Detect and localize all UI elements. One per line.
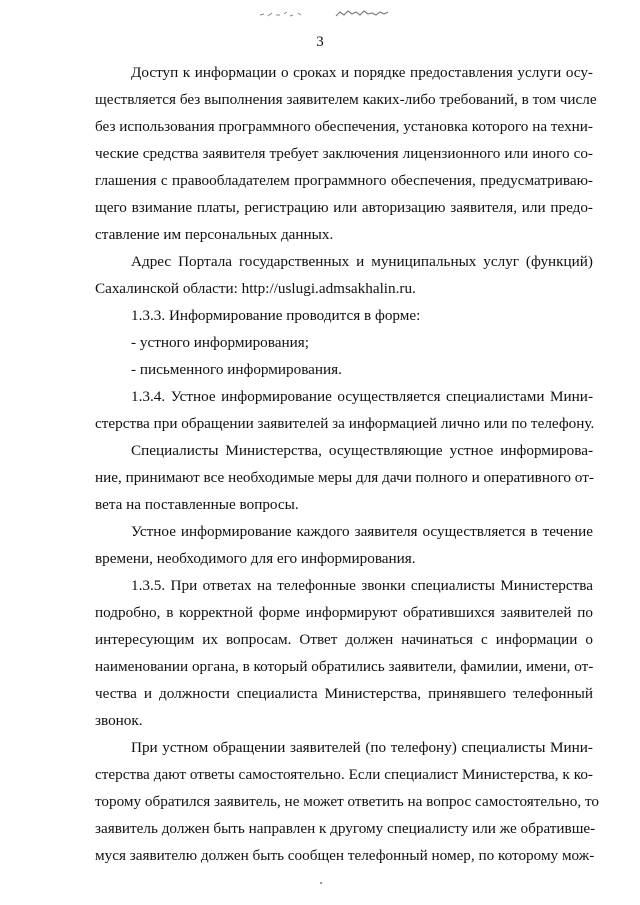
text-line: стерства дают ответы самостоятельно. Если специалист Министерства, к ко- — [95, 766, 593, 783]
text-line: ставление им персональных данных. — [95, 226, 334, 243]
scan-dot-mark — [318, 880, 324, 886]
text-line: - письменного информирования. — [131, 361, 342, 378]
text-line: торому обратился заявитель, не может ответить на вопрос самостоятельно, то — [95, 793, 600, 810]
text-line: вета на поставленные вопросы. — [95, 496, 299, 513]
text-line: глашения с правообладателем программного обеспечения, предусматриваю- — [95, 172, 593, 189]
text-line: чества и должности специалиста Министерства, принявшего телефонный — [95, 685, 593, 702]
text-line: ние, принимают все необходимые меры для дачи полного и оперативного от- — [95, 469, 594, 486]
text-line: - устного информирования; — [131, 334, 309, 351]
text-line: стерства при обращении заявителей за информацией лично или по телефону. — [95, 415, 595, 432]
text-line: Адрес Портала государственных и муниципальных услуг (функций) — [131, 253, 593, 270]
text-line: наименовании органа, в который обратились заявители, фамилии, имени, от- — [95, 658, 594, 675]
text-line: 1.3.5. При ответах на телефонные звонки специалисты Министерства — [131, 577, 593, 594]
text-line: муся заявителю должен быть сообщен телефонный номер, по которому мож- — [95, 847, 595, 864]
text-line: подробно, в корректной форме информируют обратившихся заявителей по — [95, 604, 593, 621]
text-line: без использования программного обеспечения, установка которого на техни- — [95, 118, 593, 135]
text-line: заявитель должен быть направлен к другому специалисту или же обративше- — [95, 820, 596, 837]
text-line: щего взимание платы, регистрацию или авторизацию заявителя, или предо- — [95, 199, 593, 216]
text-line: времени, необходимого для его информирования. — [95, 550, 416, 567]
text-line: 1.3.3. Информирование проводится в форме: — [131, 307, 421, 324]
text-line: 1.3.4. Устное информирование осуществляется специалистами Мини- — [131, 388, 593, 405]
scan-noise-marks — [258, 6, 398, 20]
text-line: Устное информирование каждого заявителя осуществляется в течение — [131, 523, 593, 540]
text-line: ществляется без выполнения заявителем каких-либо требований, в том числе — [95, 91, 597, 108]
text-line: Сахалинской области: http://uslugi.admsakhalin.ru. — [95, 280, 416, 297]
text-line: Специалисты Министерства, осуществляющие устное информирова- — [131, 442, 593, 459]
text-line: звонок. — [95, 712, 143, 729]
text-line: ческие средства заявителя требует заключения лицензионного или иного со- — [95, 145, 593, 162]
text-line: При устном обращении заявителей (по телефону) специалисты Мини- — [131, 739, 593, 756]
text-line: Доступ к информации о сроках и порядке предоставления услуги осу- — [131, 64, 593, 81]
text-line: интересующим их вопросам. Ответ должен начинаться с информации о — [95, 631, 593, 648]
page-number: 3 — [316, 34, 324, 50]
